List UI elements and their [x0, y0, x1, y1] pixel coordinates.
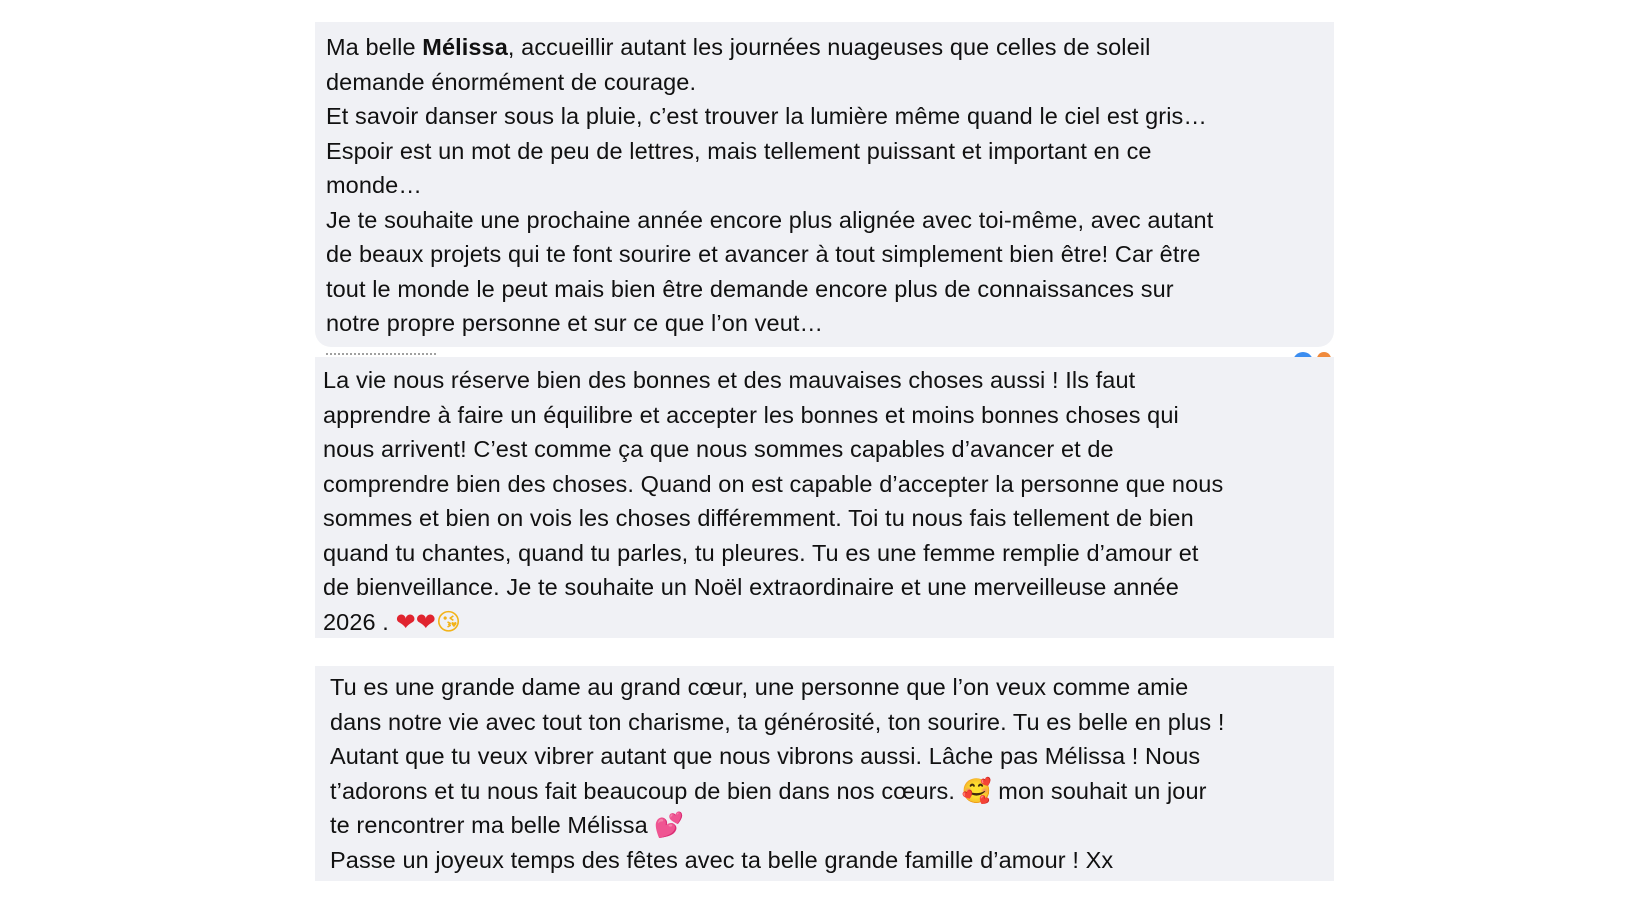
- comment-line: monde…: [326, 172, 422, 198]
- comment-text: , accueillir autant les journées nuageuses que celles de soleil: [507, 34, 1151, 60]
- mentioned-author-name[interactable]: Mélissa: [422, 34, 508, 60]
- comment-line: Autant que tu veux vibrer autant que nous vibrons aussi. Lâche pas Mélissa ! Nous: [330, 743, 1201, 769]
- comment-line: de bienveillance. Je te souhaite un Noël extraordinaire et une merveilleuse année: [323, 574, 1179, 600]
- comment-line: quand tu chantes, quand tu parles, tu pleures. Tu es une femme remplie d’amour et: [323, 539, 1199, 566]
- comment-line: [330, 808, 1326, 843]
- comment-line: de beaux projets qui te font sourire et avancer à tout simplement bien être! Car être: [326, 241, 1201, 267]
- smiling-face-with-hearts-icon: 🥰: [961, 776, 992, 805]
- red-heart-icon: ❤: [395, 607, 416, 636]
- comment-line: comprendre bien des choses. Quand on est capable d’accepter la personne que nous: [323, 470, 1224, 497]
- comment-line: Et savoir danser sous la pluie, c’est trouver la lumière même quand le ciel est gris…: [326, 103, 1207, 129]
- comment-line: dans notre vie avec tout ton charisme, ta générosité, ton sourire. Tu es belle en plus !: [330, 708, 1225, 735]
- comment-line: demande énormément de courage.: [326, 68, 697, 95]
- comment-line: nous arrivent! C’est comme ça que nous sommes capables d’avancer et de: [323, 436, 1114, 462]
- comment-line: Tu es une grande dame au grand cœur, une personne que l’on veux comme amie: [330, 674, 1189, 700]
- two-hearts-icon: 💕: [654, 811, 685, 839]
- face-blowing-kiss-icon: 😘: [436, 607, 462, 636]
- comment-bubble-2[interactable]: [315, 357, 1334, 638]
- comment-text: mon souhait un jour: [991, 777, 1207, 804]
- comment-line: Espoir est un mot de peu de lettres, mais tellement puissant et important en ce: [326, 137, 1152, 164]
- comment-text: te rencontrer ma belle Mélissa: [330, 812, 655, 838]
- comment-line: [323, 605, 1328, 640]
- comment-line: La vie nous réserve bien des bonnes et des mauvaises choses aussi ! Ils faut: [323, 367, 1136, 393]
- comment-line: [326, 30, 1322, 65]
- comment-line: sommes et bien on vois les choses différemment. Toi tu nous fais tellement de bien: [323, 505, 1194, 531]
- comment-line: apprendre à faire un équilibre et accepter les bonnes et moins bonnes choses qui: [323, 401, 1179, 428]
- comment-line: tout le monde le peut mais bien être demande encore plus de connaissances sur: [326, 275, 1174, 302]
- comment-text: Ma belle: [326, 34, 423, 60]
- comment-line: notre propre personne et sur ce que l’on veut…: [326, 310, 824, 336]
- comment-text: t’adorons et tu nous fait beaucoup de bien dans nos cœurs.: [330, 777, 962, 804]
- comment-text: 2026 .: [323, 608, 396, 635]
- comment-bubble-1[interactable]: [315, 22, 1334, 347]
- red-heart-icon: ❤: [415, 607, 437, 636]
- comment-line: Passe un joyeux temps des fêtes avec ta belle grande famille d’amour ! Xx: [330, 846, 1114, 873]
- comment-bubble-3[interactable]: [315, 666, 1334, 881]
- comment-line: [330, 774, 1326, 809]
- comment-line: Je te souhaite une prochaine année encore plus alignée avec toi-même, avec autant: [326, 206, 1214, 233]
